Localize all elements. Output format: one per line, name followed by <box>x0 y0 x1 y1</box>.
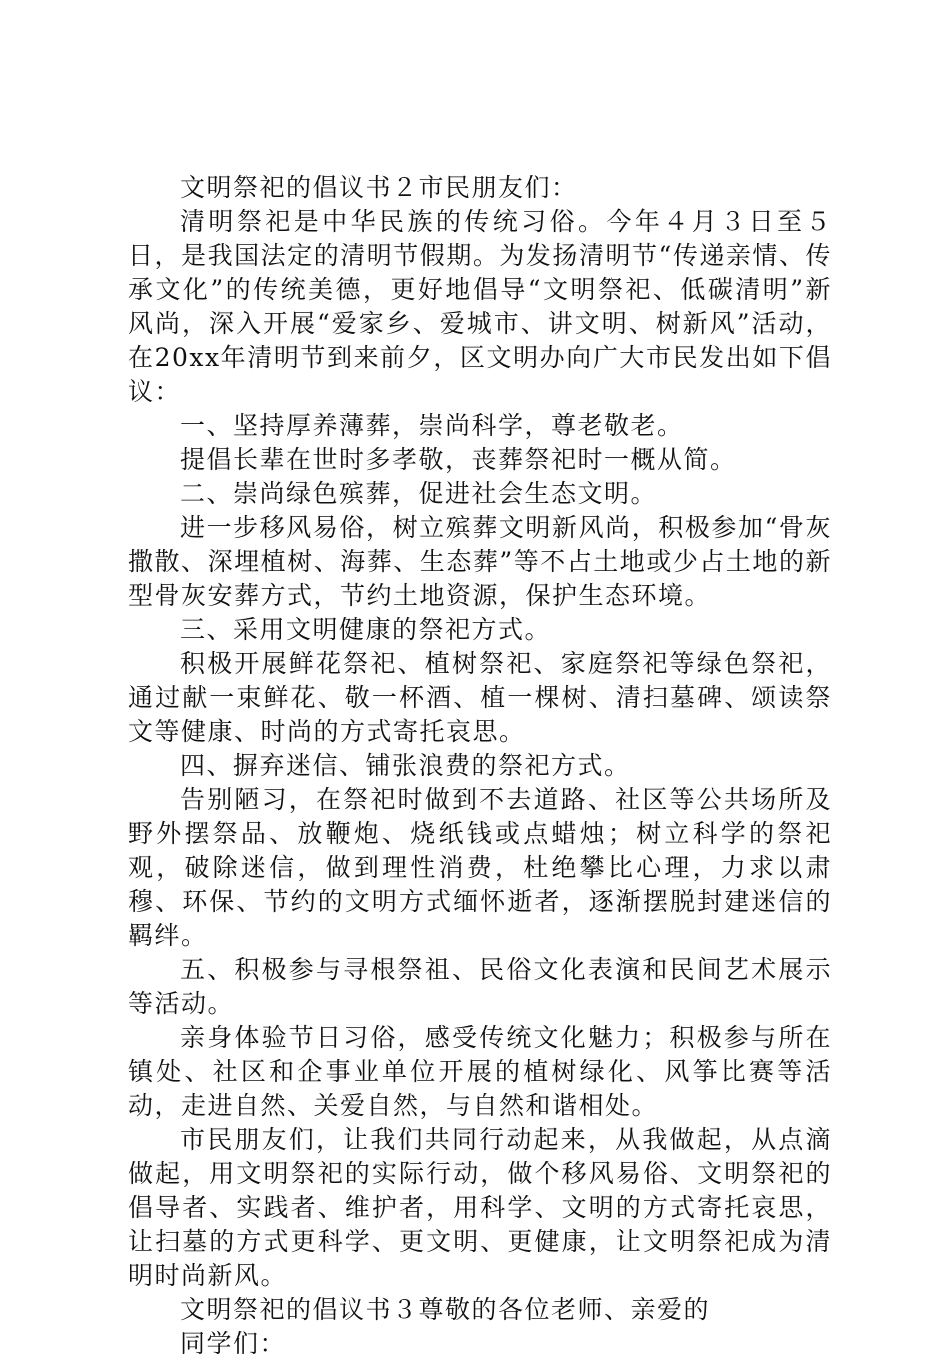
paragraph-heading-2: 二、崇尚绿色殡葬，促进社会生态文明。 <box>180 479 658 508</box>
document-body <box>128 171 832 1361</box>
paragraph-body-3: 积极开展鲜花祭祀、植树祭祀、家庭祭祀等绿色祭祀，通过献一束鲜花、敬一杯酒、植一棵树、清扫墓碑、颂读祭文等健康、时尚的方式寄托哀思。 <box>128 649 832 746</box>
paragraph-salutation: 同学们： <box>180 1329 287 1358</box>
paragraph-heading-1: 一、坚持厚养薄葬，崇尚科学，尊老敬老。 <box>180 411 684 440</box>
paragraph-heading-5: 五、积极参与寻根祭祖、民俗文化表演和民间艺术展示等活动。 <box>128 955 832 1018</box>
paragraph-body-5: 亲身体验节日习俗，感受传统文化魅力；积极参与所在镇处、社区和企事业单位开展的植树绿化、风筝比赛等活动，走进自然、关爱自然，与自然和谐相处。 <box>128 1023 832 1120</box>
paragraph-body-4: 告别陋习，在祭祀时做到不去道路、社区等公共场所及野外摆祭品、放鞭炮、烧纸钱或点蜡烛；树立科学的祭祀观，破除迷信，做到理性消费，杜绝攀比心理，力求以肃穆、环保、节约的文明方式缅怀逝者，逐渐摆脱封建迷信的羁绊。 <box>128 785 832 950</box>
paragraph-body-2: 进一步移风易俗，树立殡葬文明新风尚，积极参加“骨灰撒散、深埋植树、海葬、生态葬”等不占土地或少占土地的新型骨灰安葬方式，节约土地资源，保护生态环境。 <box>128 513 832 610</box>
paragraph-intro: 清明祭祀是中华民族的传统习俗。今年４月３日至５日，是我国法定的清明节假期。为发扬清明节“传递亲情、传承文化”的传统美德，更好地倡导“文明祭祀、低碳清明”新风尚，深入开展“爱家乡、爱城市、讲文明、树新风”活动，在20xx年清明节到来前夕，区文明办向广大市民发出如下倡议： <box>128 207 832 406</box>
paragraph-closing: 市民朋友们，让我们共同行动起来，从我做起，从点滴做起，用文明祭祀的实际行动，做个移风易俗、文明祭祀的倡导者、实践者、维护者，用科学、文明的方式寄托哀思，让扫墓的方式更科学、更文明、更健康，让文明祭祀成为清明时尚新风。 <box>128 1125 832 1290</box>
paragraph-body-1: 提倡长辈在世时多孝敬，丧葬祭祀时一概从简。 <box>180 445 737 474</box>
paragraph-heading-4: 四、摒弃迷信、铺张浪费的祭祀方式。 <box>180 751 631 780</box>
paragraph-title-3: 文明祭祀的倡议书３尊敬的各位老师、亲爱的 <box>180 1295 711 1324</box>
paragraph-title-2: 文明祭祀的倡议书２市民朋友们： <box>180 173 578 202</box>
paragraph-heading-3: 三、采用文明健康的祭祀方式。 <box>180 615 552 644</box>
